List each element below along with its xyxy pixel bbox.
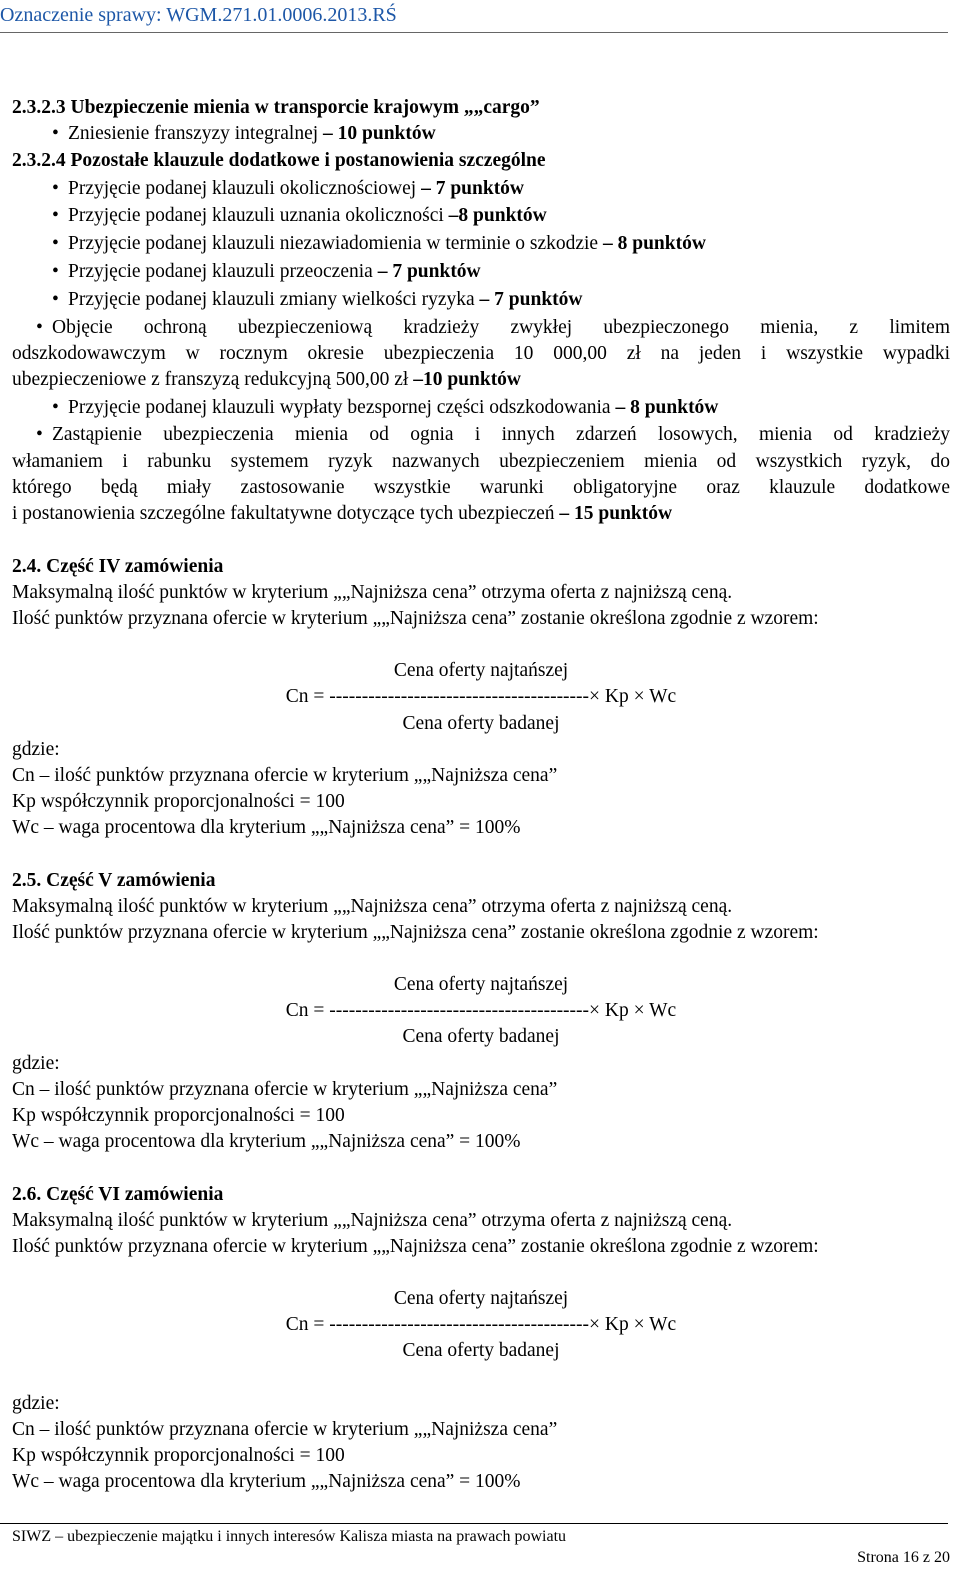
list-item-points: – 7 punktów [421,178,525,199]
definition-kp: Kp współczynnik proporcjonalności = 100 [12,791,345,812]
part-formula-intro: Ilość punktów przyznana ofercie w kryterium „„Najniższa cena” zostanie określona zgodnie z wzorem: [12,1236,819,1257]
part-formula-intro: Ilość punktów przyznana ofercie w kryterium „„Najniższa cena” zostanie określona zgodnie z wzorem: [12,608,819,629]
list-item-allrisk-line-2: włamaniem i rabunku systemem ryzyk nazwanych ubezpieczeniem mienia od wszystkich ryzyk, do [12,451,950,472]
formula-line: Cn = ----------------------------------------× Kp × Wc [285,1314,677,1335]
formula-where-label: gdzie: [12,739,60,760]
list-item-points: – 7 punktów [377,261,481,282]
list-item-text: Przyjęcie podanej klauzuli uznania okoliczności [68,205,449,226]
formula-numerator: Cena oferty najtańszej [393,1288,569,1309]
list-item-text: Przyjęcie podanej klauzuli okolicznościowej [68,178,422,199]
part-max-points-text: Maksymalną ilość punktów w kryterium „„Najniższa cena” otrzyma oferta z najniższą ceną. [12,896,733,917]
list-item-allrisk-line-3: którego będą miały zastosowanie wszystkie warunki obligatoryjne oraz klauzule dodatkowe [12,477,950,498]
section-heading-2-3-2-3: 2.3.2.3 Ubezpieczenie mienia w transporcie krajowym „„cargo” [12,97,540,118]
list-item-points: – 7 punktów [479,289,583,310]
list-item-points: – 15 punktów [559,503,673,524]
list-item-theft-line-3 [12,367,521,393]
definition-kp: Kp współczynnik proporcjonalności = 100 [12,1105,345,1126]
list-item [52,259,481,285]
formula-numerator: Cena oferty najtańszej [393,660,569,681]
definition-wc: Wc – waga procentowa dla kryterium „„Najniższa cena” = 100% [12,817,521,838]
formula-denominator: Cena oferty badanej [402,1026,560,1047]
formula-line: Cn = ----------------------------------------× Kp × Wc [285,686,677,707]
list-item-allrisk-line-1: • Zastąpienie ubezpieczenia mienia od ognia i innych zdarzeń losowych, mienia od kradzieży [36,424,950,445]
list-item [52,287,583,313]
part-heading: 2.6. Część VI zamówienia [12,1184,224,1205]
list-item [52,231,706,257]
definition-cn: Cn – ilość punktów przyznana ofercie w kryterium „„Najniższa cena” [12,765,558,786]
formula-where-label: gdzie: [12,1053,60,1074]
list-item-points: –10 punktów [413,369,522,390]
list-item-text: Przyjęcie podanej klauzuli wypłaty bezspornej części odszkodowania [68,397,616,418]
list-item-text: Przyjęcie podanej klauzuli niezawiadomienia w terminie o szkodzie [68,233,603,254]
list-item-points: –8 punktów [448,205,547,226]
part-heading: 2.4. Część IV zamówienia [12,556,224,577]
part-max-points-text: Maksymalną ilość punktów w kryterium „„Najniższa cena” otrzyma oferta z najniższą ceną. [12,1210,733,1231]
formula-denominator: Cena oferty badanej [402,713,560,734]
footer-document-title: SIWZ – ubezpieczenie majątku i innych interesów Kalisza miasta na prawach powiatu [12,1528,567,1545]
definition-wc: Wc – waga procentowa dla kryterium „„Najniższa cena” = 100% [12,1471,521,1492]
formula-line: Cn = ----------------------------------------× Kp × Wc [285,1000,677,1021]
definition-cn: Cn – ilość punktów przyznana ofercie w kryterium „„Najniższa cena” [12,1079,558,1100]
footer-page-number: Strona 16 z 20 [857,1549,950,1566]
document-reference: Oznaczenie sprawy: WGM.271.01.0006.2013.RŚ [0,4,397,26]
list-item [52,176,524,202]
list-item-text: i postanowienia szczególne fakultatywne dotyczące tych ubezpieczeń [12,503,560,524]
formula-denominator: Cena oferty badanej [402,1340,560,1361]
formula-numerator: Cena oferty najtańszej [393,974,569,995]
header-divider [0,32,948,33]
list-item-text: Objęcie ochroną ubezpieczeniową kradzieży zwykłej ubezpieczonego mienia, z limitem [52,317,950,338]
list-item-points: – 8 punktów [602,233,706,254]
list-item-text: Przyjęcie podanej klauzuli zmiany wielkości ryzyka [68,289,480,310]
list-item-text: ubezpieczeniowe z franszyzą redukcyjną 500,00 zł [12,369,414,390]
list-item-text: Zniesienie franszyzy integralnej [68,123,324,144]
list-item-text: Przyjęcie podanej klauzuli przeoczenia [68,261,378,282]
list-item-theft-line-1: • Objęcie ochroną ubezpieczeniową kradzieży zwykłej ubezpieczonego mienia, z limitem [36,317,950,338]
section-heading-2-3-2-4: 2.3.2.4 Pozostałe klauzule dodatkowe i postanowienia szczególne [12,150,546,171]
list-item-points: – 10 punktów [323,123,436,144]
part-max-points-text: Maksymalną ilość punktów w kryterium „„Najniższa cena” otrzyma oferta z najniższą ceną. [12,582,733,603]
list-item-allrisk-line-4 [12,501,672,527]
list-item-points: – 8 punktów [615,397,719,418]
list-item [52,203,547,229]
footer-divider [0,1523,948,1524]
part-heading: 2.5. Część V zamówienia [12,870,216,891]
definition-kp: Kp współczynnik proporcjonalności = 100 [12,1445,345,1466]
list-item [52,121,436,147]
list-item-text: Zastąpienie ubezpieczenia mienia od ognia i innych zdarzeń losowych, mienia od kradzieży [52,424,950,445]
definition-wc: Wc – waga procentowa dla kryterium „„Najniższa cena” = 100% [12,1131,521,1152]
formula-where-label: gdzie: [12,1393,60,1414]
list-item-theft-line-2: odszkodowawczym w rocznym okresie ubezpieczenia 10 000,00 zł na jeden i wszystkie wypadki [12,343,950,364]
list-item [52,395,718,421]
definition-cn: Cn – ilość punktów przyznana ofercie w kryterium „„Najniższa cena” [12,1419,558,1440]
part-formula-intro: Ilość punktów przyznana ofercie w kryterium „„Najniższa cena” zostanie określona zgodnie z wzorem: [12,922,819,943]
